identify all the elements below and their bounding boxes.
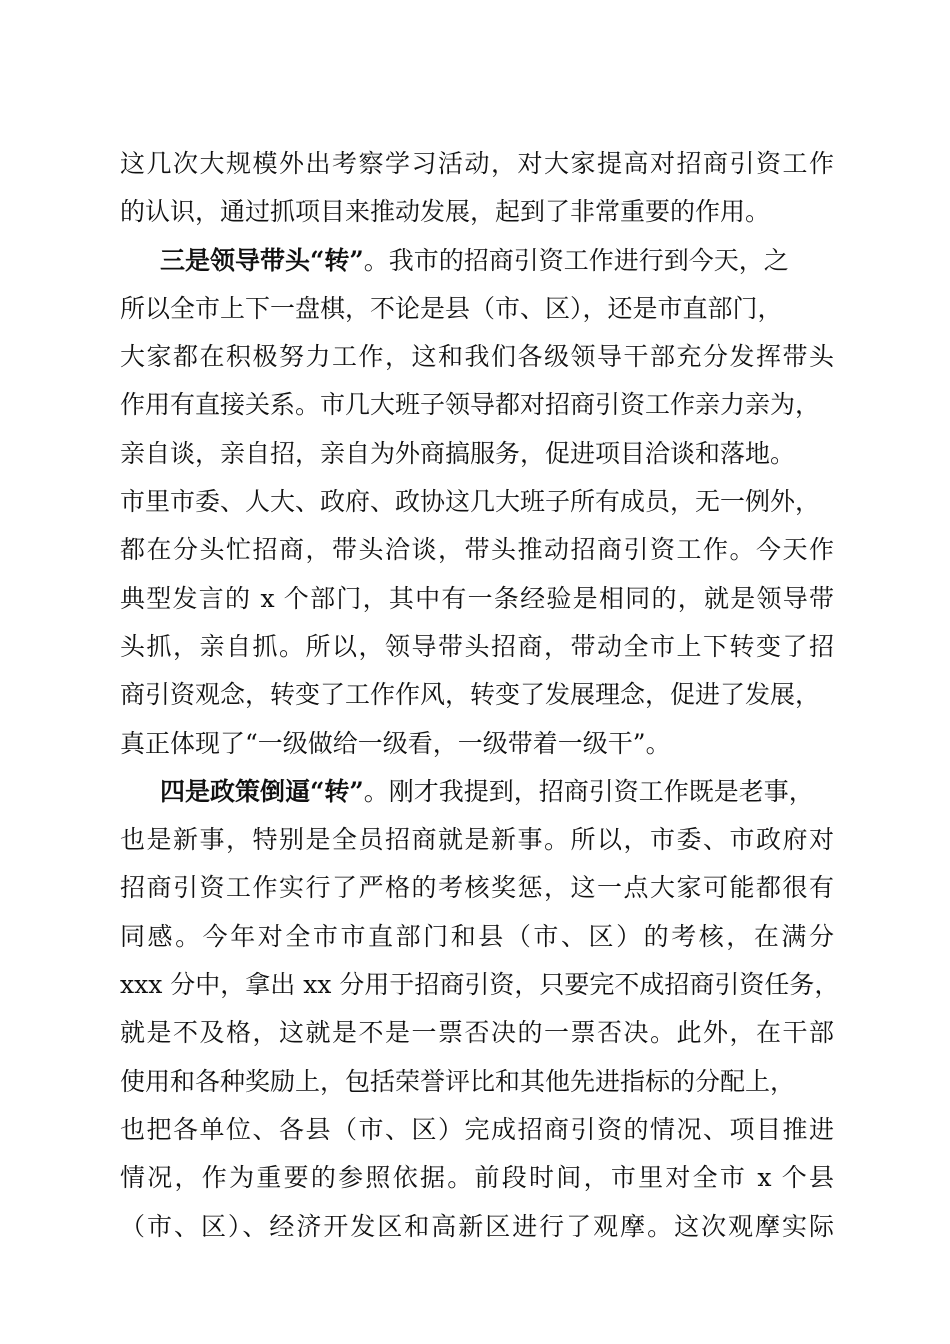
body-text — [120, 140, 840, 1251]
text-line: 亲自谈，亲自招，亲自为外商搞服务，促进项目洽谈和落地。 — [120, 438, 796, 468]
text-line: 都在分头忙招商，带头洽谈，带头推动招商引资工作。今天作 — [120, 535, 834, 565]
paragraph-lead-text: 。刚才我提到，招商引资工作既是老事， — [363, 776, 814, 806]
text-line: 所以全市上下一盘棋，不论是县（市、区），还是市直部门， — [120, 293, 783, 323]
text-line: 头抓，亲自抓。所以，领导带头招商，带动全市上下转变了招 — [120, 631, 834, 661]
text-line: 也把各单位、各县（市、区）完成招商引资的情况、项目推进 — [120, 1114, 834, 1144]
text-line: 这几次大规模外出考察学习活动，对大家提高对招商引资工作 — [120, 149, 834, 178]
paragraph-lead-text: 。我市的招商引资工作进行到今天，之 — [363, 245, 789, 275]
text-line: （市、区）、经济开发区和高新区进行了观摩。这次观摩实际 — [120, 1211, 834, 1241]
paragraph-heading: 三是领导带头“转” — [160, 245, 364, 275]
text-line: 的认识，通过抓项目来推动发展，起到了非常重要的作用。 — [120, 197, 771, 227]
text-line: 商引资观念，转变了工作作风，转变了发展理念，促进了发展， — [120, 680, 821, 710]
text-line: 市里市委、人大、政府、政协这几大班子所有成员，无一例外， — [120, 487, 821, 517]
text-line: 典型发言的 x 个部门，其中有一条经验是相同的，就是领导带 — [120, 583, 834, 613]
text-line: 招商引资工作实行了严格的考核奖惩，这一点大家可能都很有 — [120, 873, 834, 903]
text-line: 就是不及格，这就是不是一票否决的一票否决。此外，在干部 — [120, 1018, 834, 1048]
text-line: 同感。今年对全市市直部门和县（市、区）的考核，在满分 — [120, 921, 834, 951]
text-line: 情况，作为重要的参照依据。前段时间，市里对全市 x 个县 — [120, 1163, 834, 1193]
paragraph-lead-line — [120, 768, 834, 816]
text-line: xxx 分中，拿出 xx 分用于招商引资，只要完不成招商引资任务， — [120, 970, 840, 1000]
paragraph-lead-line — [120, 237, 834, 285]
text-line: 使用和各种奖励上，包括荣誉评比和其他先进指标的分配上， — [120, 1066, 796, 1096]
text-line: 真正体现了“一级做给一级看，一级带着一级干”。 — [120, 728, 671, 758]
text-line: 作用有直接关系。市几大班子领导都对招商引资工作亲力亲为， — [120, 390, 821, 420]
text-line: 也是新事，特别是全员招商就是新事。所以，市委、市政府对 — [120, 825, 834, 855]
text-line: 大家都在积极努力工作，这和我们各级领导干部充分发挥带头 — [120, 342, 834, 372]
paragraph-heading: 四是政策倒逼“转” — [160, 776, 364, 806]
